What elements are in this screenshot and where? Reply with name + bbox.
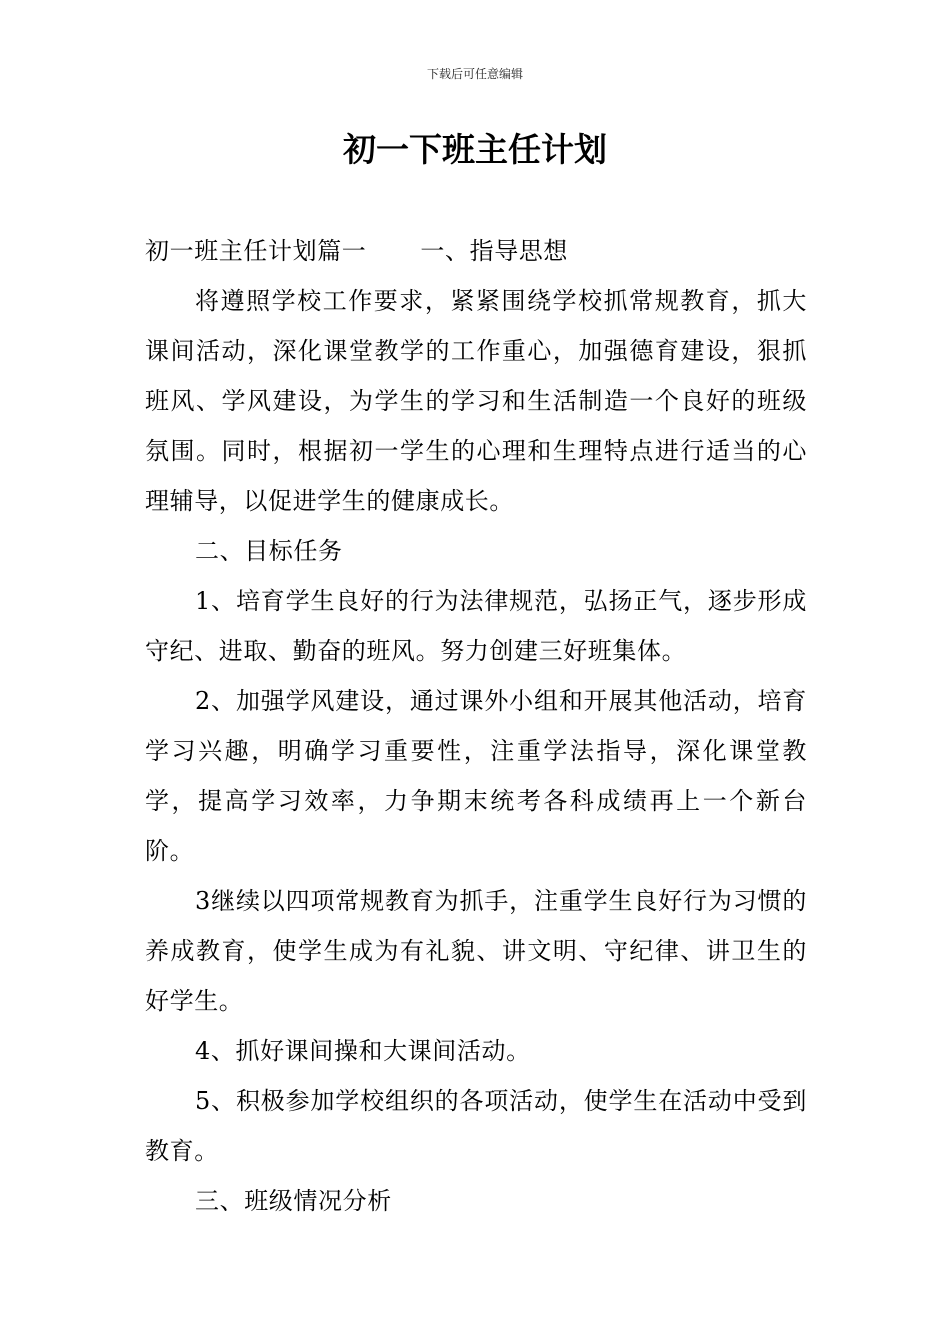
section-heading-class-analysis: 三、班级情况分析 — [195, 1187, 392, 1215]
header-note: 下载后可任意编辑 — [426, 67, 523, 81]
document-body — [145, 226, 807, 1226]
paragraph-goal-5: 5、积极参加学校组织的各项活动，使学生在活动中受到教育。 — [145, 1087, 807, 1165]
section-heading-goals: 二、目标任务 — [195, 537, 343, 565]
first-line — [145, 226, 807, 276]
document-title: 初一下班主任计划 — [343, 130, 607, 169]
chapter-label: 初一班主任计划篇一 — [145, 237, 367, 265]
paragraph-goal-4: 4、抓好课间操和大课间活动。 — [195, 1037, 531, 1065]
paragraph-intro: 将遵照学校工作要求，紧紧围绕学校抓常规教育，抓大课间活动，深化课堂教学的工作重心，加强德育建设，狠抓班风、学风建设，为学生的学习和生活制造一个良好的班级氛围。同时，根据初一学生的心理和生理特点进行适当的心理辅导，以促进学生的健康成长。 — [145, 287, 807, 515]
paragraph-goal-1: 1、培育学生良好的行为法律规范，弘扬正气，逐步形成守纪、进取、勤奋的班风。努力创建三好班集体。 — [145, 587, 807, 665]
paragraph-goal-2: 2、加强学风建设，通过课外小组和开展其他活动，培育学习兴趣，明确学习重要性，注重学法指导，深化课堂教学，提高学习效率，力争期末统考各科成绩再上一个新台阶。 — [145, 687, 807, 865]
section-heading-guiding-ideology: 一、指导思想 — [420, 237, 569, 265]
paragraph-goal-3: 3继续以四项常规教育为抓手，注重学生良好行为习惯的养成教育，使学生成为有礼貌、讲文明、守纪律、讲卫生的好学生。 — [145, 887, 807, 1015]
